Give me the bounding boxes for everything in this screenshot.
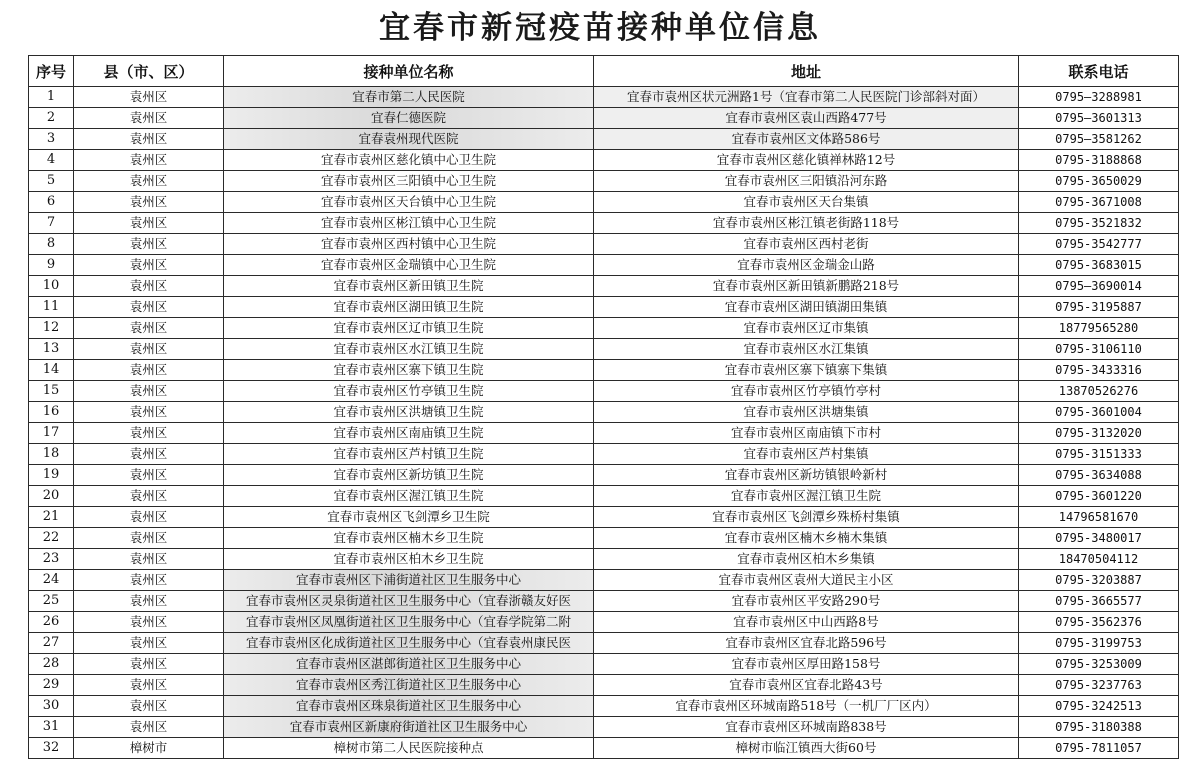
phone-cell: 0795-3542777: [1019, 234, 1179, 255]
row-number-cell: 19: [29, 465, 74, 486]
address-cell: 宜春市袁州区环城南路838号: [594, 717, 1019, 738]
address-cell: 宜春市袁州区状元洲路1号（宜春市第二人民医院门诊部斜对面）: [594, 87, 1019, 108]
unit-name-cell: 宜春市袁州区新坊镇卫生院: [224, 465, 594, 486]
row-number-cell: 32: [29, 738, 74, 759]
county-cell: 袁州区: [74, 528, 224, 549]
phone-cell: 14796581670: [1019, 507, 1179, 528]
unit-name-cell: 宜春市袁州区湖田镇卫生院: [224, 297, 594, 318]
unit-name-cell: 宜春市袁州区金瑞镇中心卫生院: [224, 255, 594, 276]
unit-name-cell: 宜春市袁州区凤凰街道社区卫生服务中心（宜春学院第二附: [224, 612, 594, 633]
phone-cell: 0795—3601313: [1019, 108, 1179, 129]
table-row: [29, 108, 1179, 129]
table-row: [29, 381, 1179, 402]
table-row: [29, 696, 1179, 717]
county-cell: 袁州区: [74, 675, 224, 696]
row-number-cell: 31: [29, 717, 74, 738]
phone-cell: 0795-3106110: [1019, 339, 1179, 360]
table-row: [29, 738, 1179, 759]
county-cell: 袁州区: [74, 129, 224, 150]
table-row: [29, 675, 1179, 696]
unit-name-cell: 宜春市袁州区楠木乡卫生院: [224, 528, 594, 549]
table-row: [29, 339, 1179, 360]
county-cell: 袁州区: [74, 486, 224, 507]
county-cell: 袁州区: [74, 612, 224, 633]
address-cell: 宜春市袁州区宜春北路43号: [594, 675, 1019, 696]
table-row: [29, 612, 1179, 633]
row-number-cell: 27: [29, 633, 74, 654]
unit-name-cell: 宜春市袁州区彬江镇中心卫生院: [224, 213, 594, 234]
table-row: [29, 591, 1179, 612]
unit-name-cell: 宜春市袁州区水江镇卫生院: [224, 339, 594, 360]
phone-cell: 0795-3601004: [1019, 402, 1179, 423]
phone-cell: 0795—3690014: [1019, 276, 1179, 297]
unit-name-cell: 宜春市袁州区寨下镇卫生院: [224, 360, 594, 381]
phone-cell: 0795-3151333: [1019, 444, 1179, 465]
address-cell: 宜春市袁州区慈化镇禅林路12号: [594, 150, 1019, 171]
address-cell: 宜春市袁州区环城南路518号（一机厂厂区内）: [594, 696, 1019, 717]
county-cell: 袁州区: [74, 465, 224, 486]
phone-cell: 0795-3199753: [1019, 633, 1179, 654]
address-cell: 宜春市袁州区柏木乡集镇: [594, 549, 1019, 570]
phone-cell: 0795—3288981: [1019, 87, 1179, 108]
table-row: [29, 507, 1179, 528]
row-number-cell: 1: [29, 87, 74, 108]
county-cell: 袁州区: [74, 360, 224, 381]
county-cell: 樟树市: [74, 738, 224, 759]
table-row: [29, 87, 1179, 108]
unit-name-cell: 宜春市袁州区辽市镇卫生院: [224, 318, 594, 339]
address-cell: 宜春市袁州区飞剑潭乡殊桥村集镇: [594, 507, 1019, 528]
row-number-cell: 15: [29, 381, 74, 402]
address-cell: 宜春市袁州区西村老街: [594, 234, 1019, 255]
row-number-cell: 10: [29, 276, 74, 297]
address-cell: 宜春市袁州区袁州大道民主小区: [594, 570, 1019, 591]
phone-cell: 0795-3237763: [1019, 675, 1179, 696]
vaccination-sites-table: [28, 55, 1179, 759]
row-number-cell: 2: [29, 108, 74, 129]
address-cell: 宜春市袁州区辽市集镇: [594, 318, 1019, 339]
county-cell: 袁州区: [74, 213, 224, 234]
row-number-cell: 9: [29, 255, 74, 276]
phone-cell: 0795-3253009: [1019, 654, 1179, 675]
row-number-cell: 20: [29, 486, 74, 507]
phone-cell: 0795-3562376: [1019, 612, 1179, 633]
row-number-cell: 18: [29, 444, 74, 465]
unit-name-cell: 宜春市袁州区化成街道社区卫生服务中心（宜春袁州康民医: [224, 633, 594, 654]
table-row: [29, 255, 1179, 276]
county-cell: 袁州区: [74, 591, 224, 612]
phone-cell: 0795-3480017: [1019, 528, 1179, 549]
county-cell: 袁州区: [74, 402, 224, 423]
address-cell: 宜春市袁州区寨下镇寨下集镇: [594, 360, 1019, 381]
header-row: [29, 56, 1179, 87]
row-number-cell: 16: [29, 402, 74, 423]
phone-cell: 18779565280: [1019, 318, 1179, 339]
county-cell: 袁州区: [74, 507, 224, 528]
unit-name-cell: 宜春市袁州区飞剑潭乡卫生院: [224, 507, 594, 528]
row-number-cell: 29: [29, 675, 74, 696]
phone-cell: 0795-3665577: [1019, 591, 1179, 612]
table-row: [29, 192, 1179, 213]
phone-cell: 0795-3180388: [1019, 717, 1179, 738]
row-number-cell: 30: [29, 696, 74, 717]
county-cell: 袁州区: [74, 423, 224, 444]
address-cell: 宜春市袁州区彬江镇老街路118号: [594, 213, 1019, 234]
unit-name-cell: 宜春市袁州区芦村镇卫生院: [224, 444, 594, 465]
address-cell: 宜春市袁州区洪塘集镇: [594, 402, 1019, 423]
row-number-cell: 25: [29, 591, 74, 612]
row-number-cell: 21: [29, 507, 74, 528]
unit-name-cell: 宜春市袁州区下浦街道社区卫生服务中心: [224, 570, 594, 591]
address-cell: 宜春市袁州区芦村集镇: [594, 444, 1019, 465]
county-cell: 袁州区: [74, 549, 224, 570]
table-row: [29, 171, 1179, 192]
header-address: 地址: [594, 56, 1019, 87]
row-number-cell: 12: [29, 318, 74, 339]
phone-cell: 0795-7811057: [1019, 738, 1179, 759]
address-cell: 宜春市袁州区竹亭镇竹亭村: [594, 381, 1019, 402]
unit-name-cell: 宜春市袁州区竹亭镇卫生院: [224, 381, 594, 402]
unit-name-cell: 宜春市袁州区南庙镇卫生院: [224, 423, 594, 444]
table-row: [29, 528, 1179, 549]
unit-name-cell: 宜春市袁州区灵泉街道社区卫生服务中心（宜春浙赣友好医: [224, 591, 594, 612]
address-cell: 宜春市袁州区文体路586号: [594, 129, 1019, 150]
county-cell: 袁州区: [74, 444, 224, 465]
table-row: [29, 423, 1179, 444]
phone-cell: 0795-3132020: [1019, 423, 1179, 444]
unit-name-cell: 宜春市袁州区西村镇中心卫生院: [224, 234, 594, 255]
row-number-cell: 7: [29, 213, 74, 234]
unit-name-cell: 宜春市袁州区慈化镇中心卫生院: [224, 150, 594, 171]
row-number-cell: 4: [29, 150, 74, 171]
table-row: [29, 402, 1179, 423]
row-number-cell: 13: [29, 339, 74, 360]
phone-cell: 0795-3203887: [1019, 570, 1179, 591]
phone-cell: 0795-3650029: [1019, 171, 1179, 192]
address-cell: 樟树市临江镇西大街60号: [594, 738, 1019, 759]
address-cell: 宜春市袁州区湖田镇湖田集镇: [594, 297, 1019, 318]
unit-name-cell: 宜春市袁州区天台镇中心卫生院: [224, 192, 594, 213]
address-cell: 宜春市袁州区中山西路8号: [594, 612, 1019, 633]
row-number-cell: 22: [29, 528, 74, 549]
address-cell: 宜春市袁州区平安路290号: [594, 591, 1019, 612]
table-row: [29, 549, 1179, 570]
table-row: [29, 297, 1179, 318]
table-row: [29, 633, 1179, 654]
county-cell: 袁州区: [74, 276, 224, 297]
county-cell: 袁州区: [74, 255, 224, 276]
table-row: [29, 234, 1179, 255]
row-number-cell: 28: [29, 654, 74, 675]
phone-cell: 18470504112: [1019, 549, 1179, 570]
county-cell: 袁州区: [74, 717, 224, 738]
county-cell: 袁州区: [74, 696, 224, 717]
phone-cell: 0795-3683015: [1019, 255, 1179, 276]
unit-name-cell: 宜春市袁州区新康府街道社区卫生服务中心: [224, 717, 594, 738]
county-cell: 袁州区: [74, 339, 224, 360]
row-number-cell: 6: [29, 192, 74, 213]
table-body: [29, 87, 1179, 759]
row-number-cell: 11: [29, 297, 74, 318]
table-row: [29, 276, 1179, 297]
table-row: [29, 444, 1179, 465]
address-cell: 宜春市袁州区三阳镇沿河东路: [594, 171, 1019, 192]
phone-cell: 0795-3242513: [1019, 696, 1179, 717]
address-cell: 宜春市袁州区宜春北路596号: [594, 633, 1019, 654]
phone-cell: 0795-3195887: [1019, 297, 1179, 318]
county-cell: 袁州区: [74, 654, 224, 675]
county-cell: 袁州区: [74, 108, 224, 129]
phone-cell: 13870526276: [1019, 381, 1179, 402]
address-cell: 宜春市袁州区袁山西路477号: [594, 108, 1019, 129]
county-cell: 袁州区: [74, 234, 224, 255]
row-number-cell: 26: [29, 612, 74, 633]
table-row: [29, 654, 1179, 675]
unit-name-cell: 宜春市袁州区三阳镇中心卫生院: [224, 171, 594, 192]
unit-name-cell: 宜春市袁州区湛郎街道社区卫生服务中心: [224, 654, 594, 675]
county-cell: 袁州区: [74, 171, 224, 192]
row-number-cell: 14: [29, 360, 74, 381]
row-number-cell: 3: [29, 129, 74, 150]
row-number-cell: 5: [29, 171, 74, 192]
address-cell: 宜春市袁州区水江集镇: [594, 339, 1019, 360]
address-cell: 宜春市袁州区楠木乡楠木集镇: [594, 528, 1019, 549]
address-cell: 宜春市袁州区南庙镇下市村: [594, 423, 1019, 444]
phone-cell: 0795—3581262: [1019, 129, 1179, 150]
table-row: [29, 465, 1179, 486]
address-cell: 宜春市袁州区天台集镇: [594, 192, 1019, 213]
row-number-cell: 23: [29, 549, 74, 570]
unit-name-cell: 宜春袁州现代医院: [224, 129, 594, 150]
phone-cell: 0795-3433316: [1019, 360, 1179, 381]
phone-cell: 0795-3634088: [1019, 465, 1179, 486]
unit-name-cell: 宜春仁德医院: [224, 108, 594, 129]
phone-cell: 0795-3188868: [1019, 150, 1179, 171]
table-row: [29, 360, 1179, 381]
table-row: [29, 213, 1179, 234]
unit-name-cell: 宜春市袁州区洪塘镇卫生院: [224, 402, 594, 423]
phone-cell: 0795-3521832: [1019, 213, 1179, 234]
table-row: [29, 129, 1179, 150]
address-cell: 宜春市袁州区新田镇新鹏路218号: [594, 276, 1019, 297]
row-number-cell: 8: [29, 234, 74, 255]
address-cell: 宜春市袁州区新坊镇银岭新村: [594, 465, 1019, 486]
unit-name-cell: 宜春市袁州区新田镇卫生院: [224, 276, 594, 297]
address-cell: 宜春市袁州区渥江镇卫生院: [594, 486, 1019, 507]
unit-name-cell: 樟树市第二人民医院接种点: [224, 738, 594, 759]
unit-name-cell: 宜春市袁州区秀江街道社区卫生服务中心: [224, 675, 594, 696]
county-cell: 袁州区: [74, 318, 224, 339]
header-phone: 联系电话: [1019, 56, 1179, 87]
unit-name-cell: 宜春市袁州区渥江镇卫生院: [224, 486, 594, 507]
address-cell: 宜春市袁州区金瑞金山路: [594, 255, 1019, 276]
table-row: [29, 717, 1179, 738]
table-row: [29, 486, 1179, 507]
unit-name-cell: 宜春市袁州区柏木乡卫生院: [224, 549, 594, 570]
county-cell: 袁州区: [74, 87, 224, 108]
county-cell: 袁州区: [74, 150, 224, 171]
row-number-cell: 24: [29, 570, 74, 591]
page-title: 宜春市新冠疫苗接种单位信息: [379, 10, 821, 46]
table-row: [29, 318, 1179, 339]
header-county: 县（市、区）: [74, 56, 224, 87]
phone-cell: 0795-3671008: [1019, 192, 1179, 213]
header-no: 序号: [29, 56, 74, 87]
county-cell: 袁州区: [74, 633, 224, 654]
header-unit: 接种单位名称: [224, 56, 594, 87]
address-cell: 宜春市袁州区厚田路158号: [594, 654, 1019, 675]
county-cell: 袁州区: [74, 381, 224, 402]
unit-name-cell: 宜春市第二人民医院: [224, 87, 594, 108]
phone-cell: 0795-3601220: [1019, 486, 1179, 507]
county-cell: 袁州区: [74, 570, 224, 591]
row-number-cell: 17: [29, 423, 74, 444]
table-row: [29, 570, 1179, 591]
county-cell: 袁州区: [74, 297, 224, 318]
table-row: [29, 150, 1179, 171]
county-cell: 袁州区: [74, 192, 224, 213]
unit-name-cell: 宜春市袁州区珠泉街道社区卫生服务中心: [224, 696, 594, 717]
